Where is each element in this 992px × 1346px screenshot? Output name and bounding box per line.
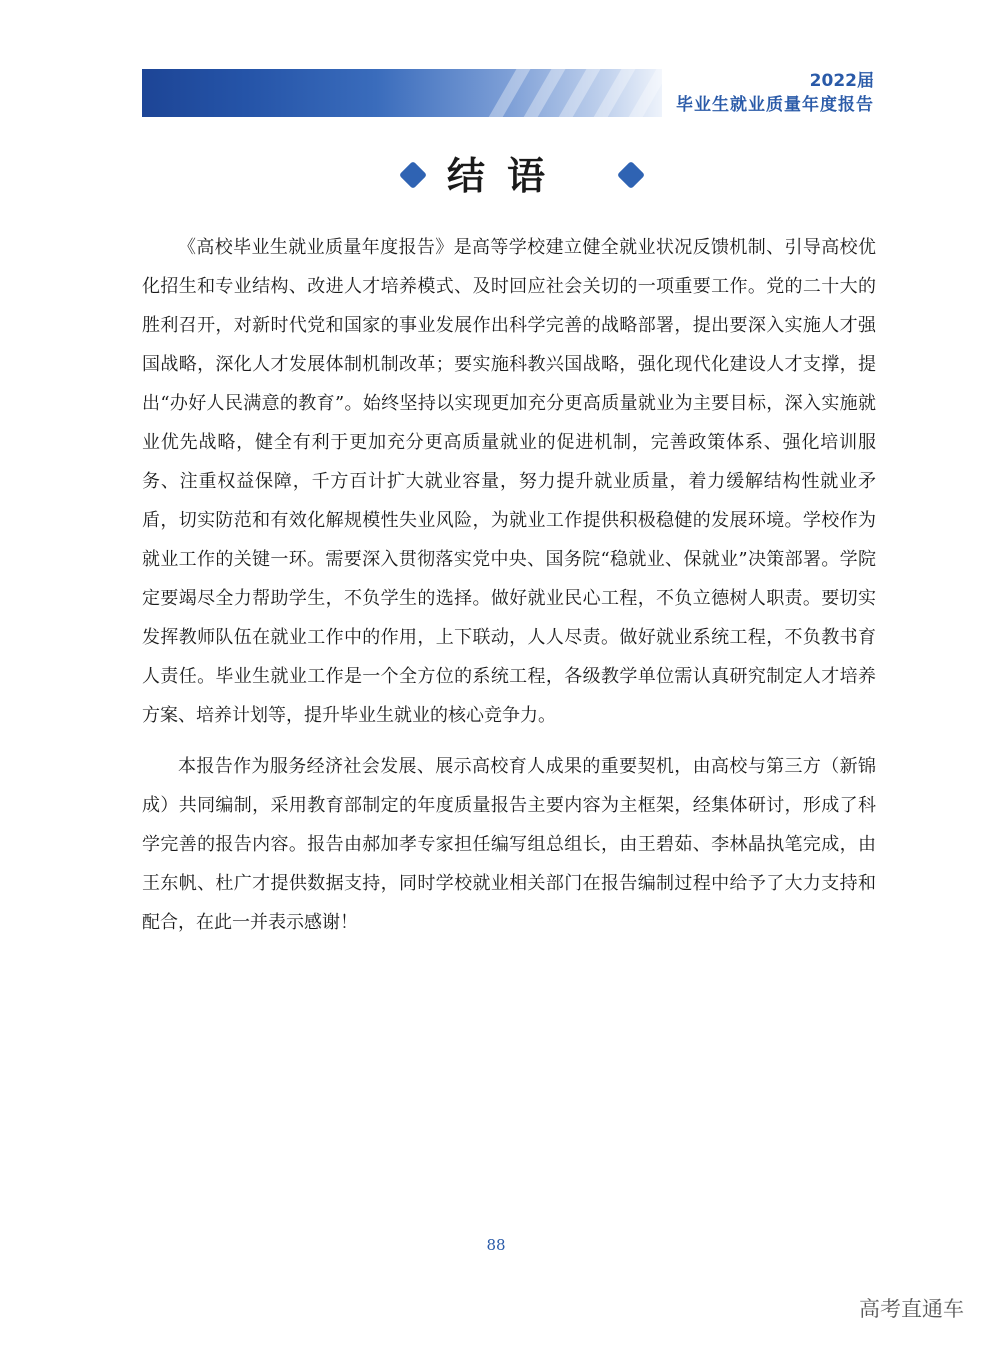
- running-header: [676, 70, 874, 118]
- body-text: [142, 228, 876, 942]
- paragraph-2: 本报告作为服务经济社会发展、展示高校育人成果的重要契机，由高校与第三方（新锦成）共同编制，采用教育部制定的年度质量报告主要内容为主框架，经集体研讨，形成了科学完善的报告内容。报告由郝加孝专家担任编写组总组长，由王碧茹、李林晶执笔完成，由王东帆、杜广才提供数据支持，同时学校就业相关部门在报告编制过程中给予了大力支持和配合，在此一并表示感谢！: [142, 756, 876, 933]
- watermark: 高考直通车: [859, 1297, 964, 1321]
- paragraph-1: 《高校毕业生就业质量年度报告》是高等学校建立健全就业状况反馈机制、引导高校优化招生和专业结构、改进人才培养模式、及时回应社会关切的一项重要工作。党的二十大的胜利召开，对新时代党和国家的事业发展作出科学完善的战略部署，提出要深入实施人才强国战略，深化人才发展体制机制改革；要实施科教兴国战略，强化现代化建设人才支撑，提出“办好人民满意的教育”。始终坚持以实现更加充分更高质量就业为主要目标，深入实施就业优先战略，健全有利于更加充分更高质量就业的促进机制，完善政策体系、强化培训服务、注重权益保障，千方百计扩大就业容量，努力提升就业质量，着力缓解结构性就业矛盾，切实防范和有效化解规模性失业风险，为就业工作提供积极稳健的发展环境。学校作为就业工作的关键一环。需要深入贯彻落实党中央、国务院“稳就业、保就业”决策部署。学院定要竭尽全力帮助学生，不负学生的选择。做好就业民心工程，不负立德树人职责。要切实发挥教师队伍在就业工作中的作用，上下联动，人人尽责。做好就业系统工程，不负教书育人责任。毕业生就业工作是一个全方位的系统工程，各级教学单位需认真研究制定人才培养方案、培养计划等，提升毕业生就业的核心竞争力。: [142, 237, 876, 726]
- header-title: 毕业生就业质量年度报告: [676, 95, 874, 115]
- page-title: 结语: [446, 154, 567, 198]
- header-year: 2022届: [809, 71, 874, 91]
- title-row: [0, 150, 992, 206]
- header-banner: [142, 69, 662, 117]
- page-number: 88: [486, 1236, 506, 1254]
